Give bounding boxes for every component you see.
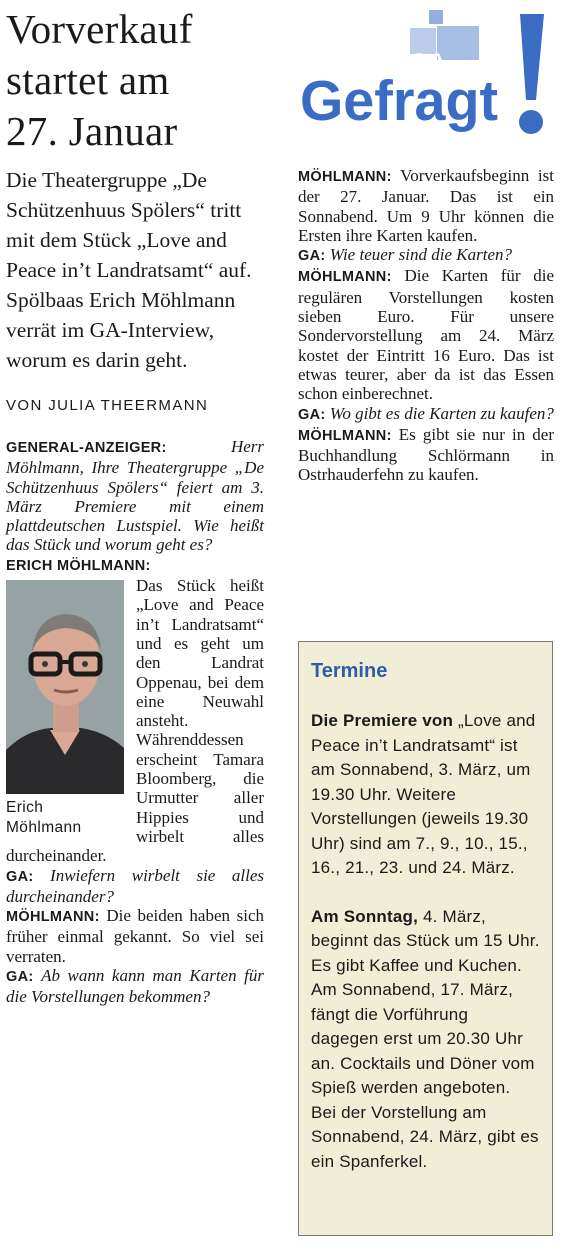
answer-text: Das Stück heißt „Love and Peace in’t Landratsamt“ und es geht um den Landrat Oppenau, bei dem eine Neuwahl ansteht. Währenddessen erscheint Tamara Bloomberg, die Urmutter aller Hippies und wirbelt alles durcheinander. — [6, 576, 264, 866]
speaker-label: MÖHLMANN: — [298, 169, 392, 185]
termine-paragraph-2 — [311, 905, 540, 1175]
photo-caption — [6, 798, 128, 838]
headline-line-2: startet am — [6, 57, 170, 103]
answer-text: Vorverkaufsbeginn ist der 27. Januar. Das ist ein Sonnabend. Um 9 Uhr können die Ersten ihre Karten kaufen. — [298, 166, 554, 245]
interview-question-5 — [298, 404, 554, 425]
question-text: Wie teuer sind die Karten? — [329, 245, 512, 265]
interview-answer-1 — [6, 555, 264, 576]
answer-text: Es gibt sie nur in der Buchhandlung Schlörmann in Ostrhauderfehn zu kaufen. — [298, 424, 555, 485]
speaker-label: GENERAL-ANZEIGER: — [6, 440, 167, 456]
portrait-photo — [6, 580, 124, 794]
termine-p1-bold: Die Premiere von — [311, 711, 454, 730]
byline: VON JULIA THEERMANN — [6, 397, 209, 414]
exclamation-dot — [519, 110, 543, 134]
lead-paragraph: Die Theatergruppe „De Schützenhuus Spölers“ tritt mit dem Stück „Love and Peace in’t Landratsamt“ auf. Spölbaas Erich Möhlmann verrät im GA-Interview, worum es darin geht. — [6, 168, 252, 372]
termine-p2-text: 4. März, beginnt das Stück um 15 Uhr. Es gibt Kaffee und Kuchen. Am Sonnabend, 17. März, fängt die Vorführung dagegen erst um 20.30 Uhr an. Cocktails und Döner vom Spieß werden angeboten. Bei der Vorstellung am Sonnabend, 24. März, gibt es ein Spanferkel. — [311, 906, 540, 1171]
speaker-label: GA: — [6, 868, 34, 885]
speaker-label: GA: — [6, 969, 34, 986]
headline-line-1: Vorverkauf — [6, 6, 193, 52]
answer-text: Die beiden haben sich früher einmal gekannt. So viel sei verraten. — [6, 906, 264, 966]
caption-line-1: Erich — [6, 799, 44, 817]
question-text: Inwiefern wirbelt sie alles durcheinander? — [6, 865, 264, 906]
interview-answer-2 — [6, 906, 264, 966]
logo-gefragt-text: Gefragt — [300, 69, 499, 133]
termine-p1-text: „Love and Peace in’t Landratsamt“ ist am Sonnabend, 3. März, um 19.30 Uhr. Weitere Vorstellungen (jeweils 19.30 Uhr) sind am 7., 9., 10., 15., 16., 21., 23. und 24. März. — [311, 711, 536, 877]
photo-block — [6, 580, 128, 838]
exclamation-bar — [520, 14, 544, 100]
interview-question-2 — [6, 866, 264, 907]
termine-title: Termine — [311, 660, 388, 682]
interview-right — [298, 166, 554, 485]
speaker-label: MÖHLMANN: — [6, 909, 100, 926]
speaker-label: ERICH MÖHLMANN: — [6, 557, 151, 574]
speaker-label: GA: — [298, 248, 326, 265]
termine-box — [298, 641, 553, 1236]
interview-answer-4 — [298, 266, 554, 403]
interview-left — [6, 437, 264, 1007]
question-text: Ab wann kann man Karten für die Vorstellungen bekommen? — [6, 966, 265, 1007]
headline — [6, 4, 264, 157]
interview-question-3 — [6, 966, 264, 1007]
termine-paragraph-1 — [311, 709, 540, 881]
left-column — [6, 0, 264, 1007]
interview-question-1 — [6, 437, 264, 555]
termine-p2-bold: Am Sonntag, — [311, 906, 419, 926]
speaker-label: MÖHLMANN: — [298, 427, 392, 444]
answer-with-photo — [6, 576, 264, 865]
caption-line-2: Möhlmann — [6, 819, 82, 837]
interview-question-4 — [298, 245, 554, 266]
headline-line-3: 27. Januar — [6, 108, 178, 154]
right-column — [298, 0, 554, 485]
speaker-label: MÖHLMANN: — [298, 269, 392, 286]
question-text: Wo gibt es die Karten zu kaufen? — [329, 403, 554, 423]
logo-ga-text: GA — [410, 49, 446, 76]
question-text: Herr Möhlmann, Ihre Theatergruppe „De Schützenhuus Spölers“ feiert am 3. März Premiere mit einem plattdeutschen Lustspiel. Wie heißt das Stück und worum geht es? — [6, 437, 264, 555]
answer-text: Die Karten für die regulären Vorstellungen kosten sieben Euro. Für unsere Sondervorstellung am 24. März kostet der Eintritt 16 Euro. Das ist etwas teurer, aber da ist das Essen schon einberechnet. — [298, 266, 555, 404]
speaker-label: GA: — [298, 406, 326, 423]
interview-answer-5 — [298, 425, 554, 485]
interview-answer-3 — [298, 166, 554, 245]
ga-gefragt-logo — [298, 0, 554, 160]
